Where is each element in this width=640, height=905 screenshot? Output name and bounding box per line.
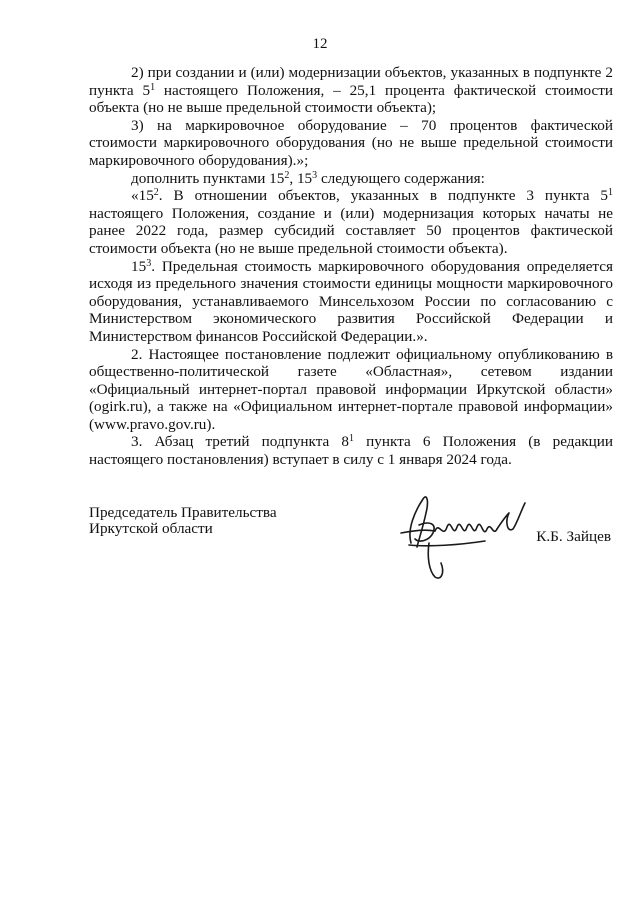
handwritten-signature (389, 481, 539, 581)
paragraph (89, 170, 613, 188)
paragraph-text: 3. Абзац третий подпункта 8 (131, 433, 350, 451)
paragraph-text: , 15 (289, 169, 313, 187)
signatory-title-line-2: Иркутской области (89, 520, 213, 537)
paragraph-text: . В отношении объектов, указанных в подпункте 3 пункта 5 (158, 187, 608, 205)
paragraph (89, 187, 613, 257)
paragraph-text: пункта 6 Положения (в редакции настоящего постановления) вступает в силу с 1 января 2024 года. (89, 433, 613, 469)
paragraph-text: следующего содержания: (317, 169, 485, 187)
paragraph-text: 3) на маркировочное оборудование – 70 процентов фактической стоимости маркировочного оборудования (но не выше предельной стоимости маркировочного оборудования).»; (89, 116, 613, 169)
paragraph-text: 2. Настоящее постановление подлежит официальному опубликованию в общественно-политической газете «Областная», сетевом издании «Официальный интернет-портал правовой информации Иркутской области» (ogirk.ru), а также на «Официальном интернет-портале правовой информации» (www.pravo.gov.ru). (89, 345, 613, 433)
paragraph-text: «15 (131, 187, 154, 205)
superscript: 3 (312, 169, 318, 181)
paragraph-text: настоящего Положения, – 25,1 процента фактической стоимости объекта (но не выше предельной стоимости объекта); (89, 81, 613, 117)
paragraph-text: 2) при создании и (или) модернизации объектов, указанных в подпункте 2 пункта 5 (89, 64, 613, 99)
paragraph-text: . Предельная стоимость маркировочного оборудования определяется исходя из предельного значения стоимости единицы мощности маркировочного оборудования, устанавливаемого Минсельхозом России по согласованию с Министерством экономического развития Российской Федерации и Министерством финансов Российской Федерации.». (89, 257, 613, 345)
signatory-name: К.Б. Зайцев (536, 528, 611, 545)
page-number: 12 (312, 36, 328, 52)
signatory-title-line-1: Председатель Правительства (89, 504, 277, 521)
paragraph-text: 15 (131, 257, 147, 275)
signature-block (89, 505, 613, 585)
superscript: 2 (284, 169, 290, 181)
paragraph-text: настоящего Положения, создание и (или) модернизация которых начаты не ранее 2022 года, размер субсидий составляет 50 процентов фактической стоимости объекта (но не выше предельной стоимости объекта). (89, 204, 613, 257)
paragraph (89, 433, 613, 468)
superscript: 1 (150, 81, 156, 93)
paragraph (89, 346, 613, 434)
signatory-title (89, 505, 277, 537)
paragraph (89, 117, 613, 170)
paragraph (89, 258, 613, 346)
paragraph (89, 64, 613, 117)
document-body (89, 64, 613, 469)
superscript: 3 (146, 257, 152, 269)
paragraph-text: дополнить пунктами 15 (131, 169, 285, 187)
superscript: 2 (153, 187, 159, 199)
superscript: 1 (349, 433, 355, 445)
superscript: 1 (608, 187, 613, 199)
